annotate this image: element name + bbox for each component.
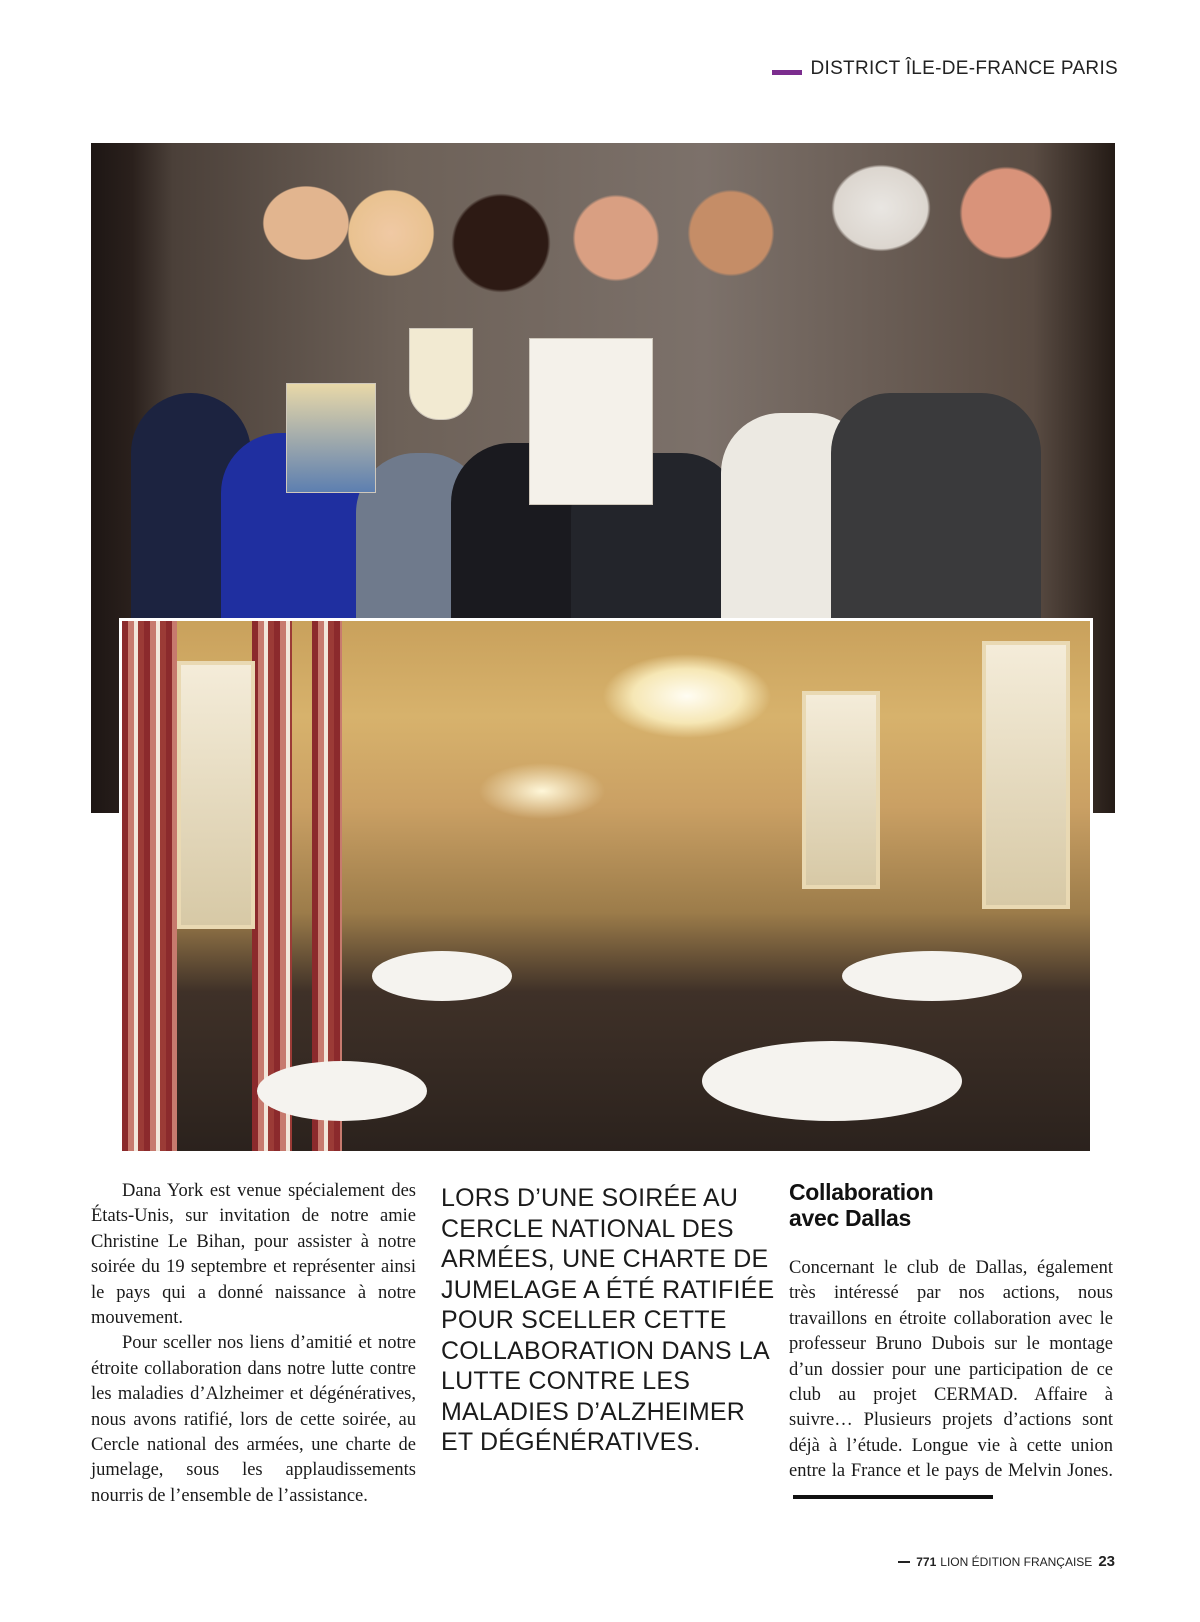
twinning-charter-document (529, 338, 653, 505)
paragraph: Dana York est venue spécialement des États-Unis, sur invitation de notre amie Christine Le Bihan, pour assister à notre soirée du 19 septembre et représenter ainsi le pays qui a donné naissance à notre mouvement. (91, 1181, 416, 1329)
banquet-table (702, 1041, 962, 1121)
paragraph: Pour sceller nos liens d’amitié et notre étroite collaboration dans notre lutte contre les maladies d’Alzheimer et dégénératives, nous avons ratifié, lors de cette soirée, au Cercle national des armées, une charte de jumelage, sous les applaudissements nourris de l’ensemble de l’assistance. (91, 1333, 416, 1506)
section-heading (789, 1179, 1113, 1231)
pull-quote: LORS D’UNE SOIRÉE AU CERCLE NATIONAL DES ARMÉES, UNE CHARTE DE JUMELAGE A ÉTÉ RATIFIÉE POUR SCELLER CETTE COLLABORATION DANS LA LUTTE CONTRE LES MALADIES D’ALZHEIMER ET DÉGÉNÉRATIVES. (441, 1184, 775, 1456)
issue-number: 771 (916, 1555, 937, 1569)
right-column-paragraph (789, 1256, 1113, 1510)
banquet-table (842, 951, 1022, 1001)
hall-window (802, 691, 880, 889)
heading-line: avec Dallas (789, 1205, 912, 1231)
banquet-photo (119, 618, 1093, 1154)
hall-window (982, 641, 1070, 909)
page-footer (898, 1553, 1115, 1570)
curtain (122, 621, 177, 1151)
section-title: DISTRICT ÎLE-DE-FRANCE PARIS (810, 58, 1118, 79)
pennant-new-york (286, 383, 376, 493)
section-header (772, 58, 1118, 80)
right-column (789, 1179, 1113, 1510)
publication-name: LION ÉDITION FRANÇAISE (940, 1555, 1093, 1569)
page-number: 23 (1098, 1553, 1115, 1570)
banquet-table (372, 951, 512, 1001)
heading-line: Collaboration (789, 1179, 934, 1205)
pennant-paris (409, 328, 473, 420)
footer-dash (898, 1561, 910, 1563)
paragraph-text: Concernant le club de Dallas, également très intéressé par nos actions, nous travaillons en étroite collaboration avec le professeur Bruno Dubois sur le montage d’un dossier pour une participation de ce club au projet CERMAD. Affaire à suivre… Plusieurs projets d’actions sont déjà à l’étude. Longue vie à cette union entre la France et le pays de Melvin Jones. (789, 1258, 1113, 1482)
banquet-table (257, 1061, 427, 1121)
end-of-article-rule (793, 1495, 993, 1499)
left-column-text (91, 1179, 416, 1509)
hall-window (177, 661, 255, 929)
section-accent-bar (772, 70, 802, 75)
